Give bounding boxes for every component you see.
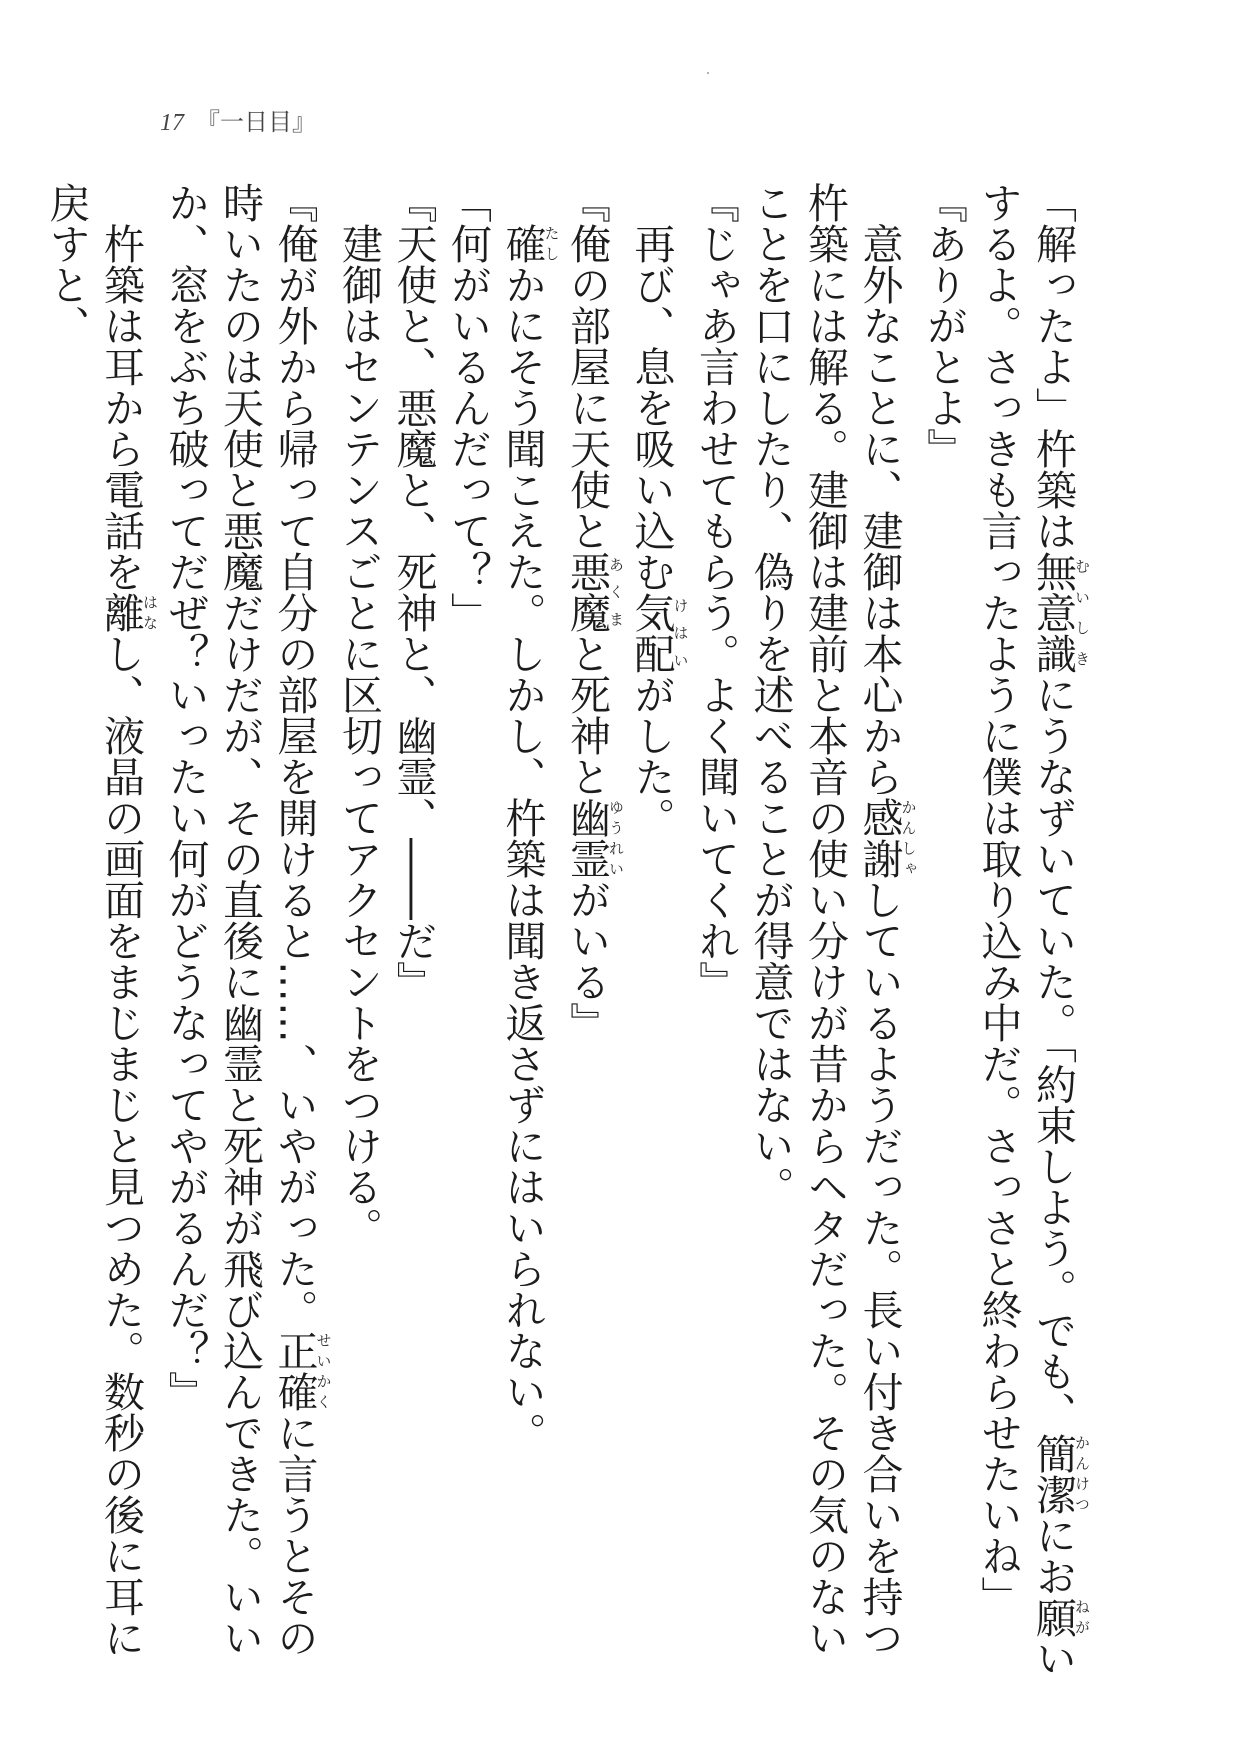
body-text	[42, 182, 1091, 1692]
ruby-base: 悪魔	[563, 551, 611, 633]
text-run: 『じゃあ言わせてもらう。よく聞いてくれ』	[692, 182, 740, 1002]
text-run: と死神と	[563, 633, 611, 797]
text-run: にお	[1029, 1514, 1077, 1597]
text-run: 「何がいるんだって？」	[444, 182, 492, 633]
paragraph	[441, 182, 496, 1692]
paragraph	[386, 182, 441, 1692]
ruby-reading: ゆうれい	[607, 797, 625, 879]
ruby-annotated-word	[855, 797, 918, 879]
ruby-annotated-word	[563, 797, 625, 879]
ruby-base: 幽霊	[563, 797, 611, 879]
text-run: 建御はセンテンスごとに区切ってアクセントをつける。	[335, 223, 383, 1248]
paragraph	[495, 182, 560, 1692]
ruby-reading: かんけつ	[1073, 1432, 1091, 1515]
ruby-reading: せいかく	[314, 1330, 333, 1412]
ruby-base: 正確	[270, 1330, 319, 1412]
ruby-reading: たし	[542, 223, 561, 264]
paragraph	[39, 182, 158, 1692]
text-run: かにそう聞こえた。しかし、杵築は聞き返さずにはいられない。	[498, 264, 547, 1453]
ruby-annotated-word	[270, 1330, 333, 1412]
paragraph	[158, 182, 332, 1692]
text-run: にうなずいていた。「約束しよう。でも、	[1029, 674, 1077, 1433]
ruby-annotated-word	[627, 592, 690, 674]
chapter-title: 『一日目』	[196, 108, 316, 136]
text-run: 「解ったよ」杵築は	[1029, 182, 1077, 551]
ruby-annotated-word	[498, 223, 561, 264]
ruby-annotated-word	[97, 592, 159, 633]
ruby-base: 簡潔	[1029, 1432, 1077, 1515]
ruby-annotated-word	[1029, 1432, 1091, 1515]
page-number: 17	[160, 110, 184, 136]
paragraph	[332, 182, 387, 1692]
text-run: しているようだった。長い付き合いを持つ杵築には解る。建御は建前と本音の使い分けが昔からヘタだった。その気のないことを口にしたり、偽りを述べることが得意ではない。	[746, 182, 904, 1658]
ruby-reading: けはい	[671, 592, 690, 674]
text-run: がいる』	[563, 879, 611, 1043]
text-run: 『天使と、悪魔と、死神と、幽霊、――だ』	[389, 182, 438, 1002]
ruby-base: 離	[97, 592, 145, 633]
ruby-base: 確	[498, 223, 547, 264]
paragraph	[743, 182, 917, 1692]
ruby-base: 気配	[627, 592, 676, 674]
ruby-base: 感謝	[855, 797, 904, 879]
text-run: 『ありがとよ』	[920, 182, 968, 469]
ruby-base: 無意識	[1029, 551, 1077, 674]
ruby-annotated-word	[563, 551, 625, 633]
ruby-annotated-word	[1029, 551, 1091, 674]
ruby-reading: あくま	[607, 551, 625, 633]
text-run: 『俺が外から帰って自分の部屋を開けると……、いやがった。	[270, 182, 319, 1330]
page-mark	[707, 72, 709, 74]
paragraph	[689, 182, 744, 1692]
text-run: がした。	[627, 674, 676, 838]
ruby-reading: むいしき	[1073, 551, 1091, 674]
text-run: 『俺の部屋に天使と	[563, 182, 611, 551]
ruby-reading: ねが	[1073, 1596, 1091, 1638]
ruby-base: 願	[1029, 1596, 1077, 1638]
ruby-reading: はな	[141, 592, 159, 633]
running-header	[160, 102, 316, 137]
paragraph	[624, 182, 689, 1692]
paragraph	[917, 182, 972, 1692]
text-run: 杵築は耳から電話を	[97, 223, 145, 592]
ruby-annotated-word	[1029, 1596, 1091, 1638]
paragraph	[560, 182, 625, 1692]
text-run: いするよ。さっきも言ったように僕は取り込み中だ。さっさと終わらせたいね」	[974, 182, 1077, 1679]
text-run: し、液晶の画面をまじまじと見つめた。数秒の後に耳に戻すと、	[42, 182, 145, 1658]
ruby-reading: かんしゃ	[899, 797, 918, 879]
paragraph	[971, 182, 1090, 1692]
text-run: に言うとその時いたのは天使と悪魔だけだが、その直後に幽霊と死神が飛び込んできた。いいか、窓をぶち破ってだぜ？いったい何がどうなってやがるんだ？』	[161, 182, 319, 1658]
text-run: 再び、息を吸い込む	[627, 223, 676, 592]
text-run: 意外なことに、建御は本心から	[855, 223, 904, 797]
